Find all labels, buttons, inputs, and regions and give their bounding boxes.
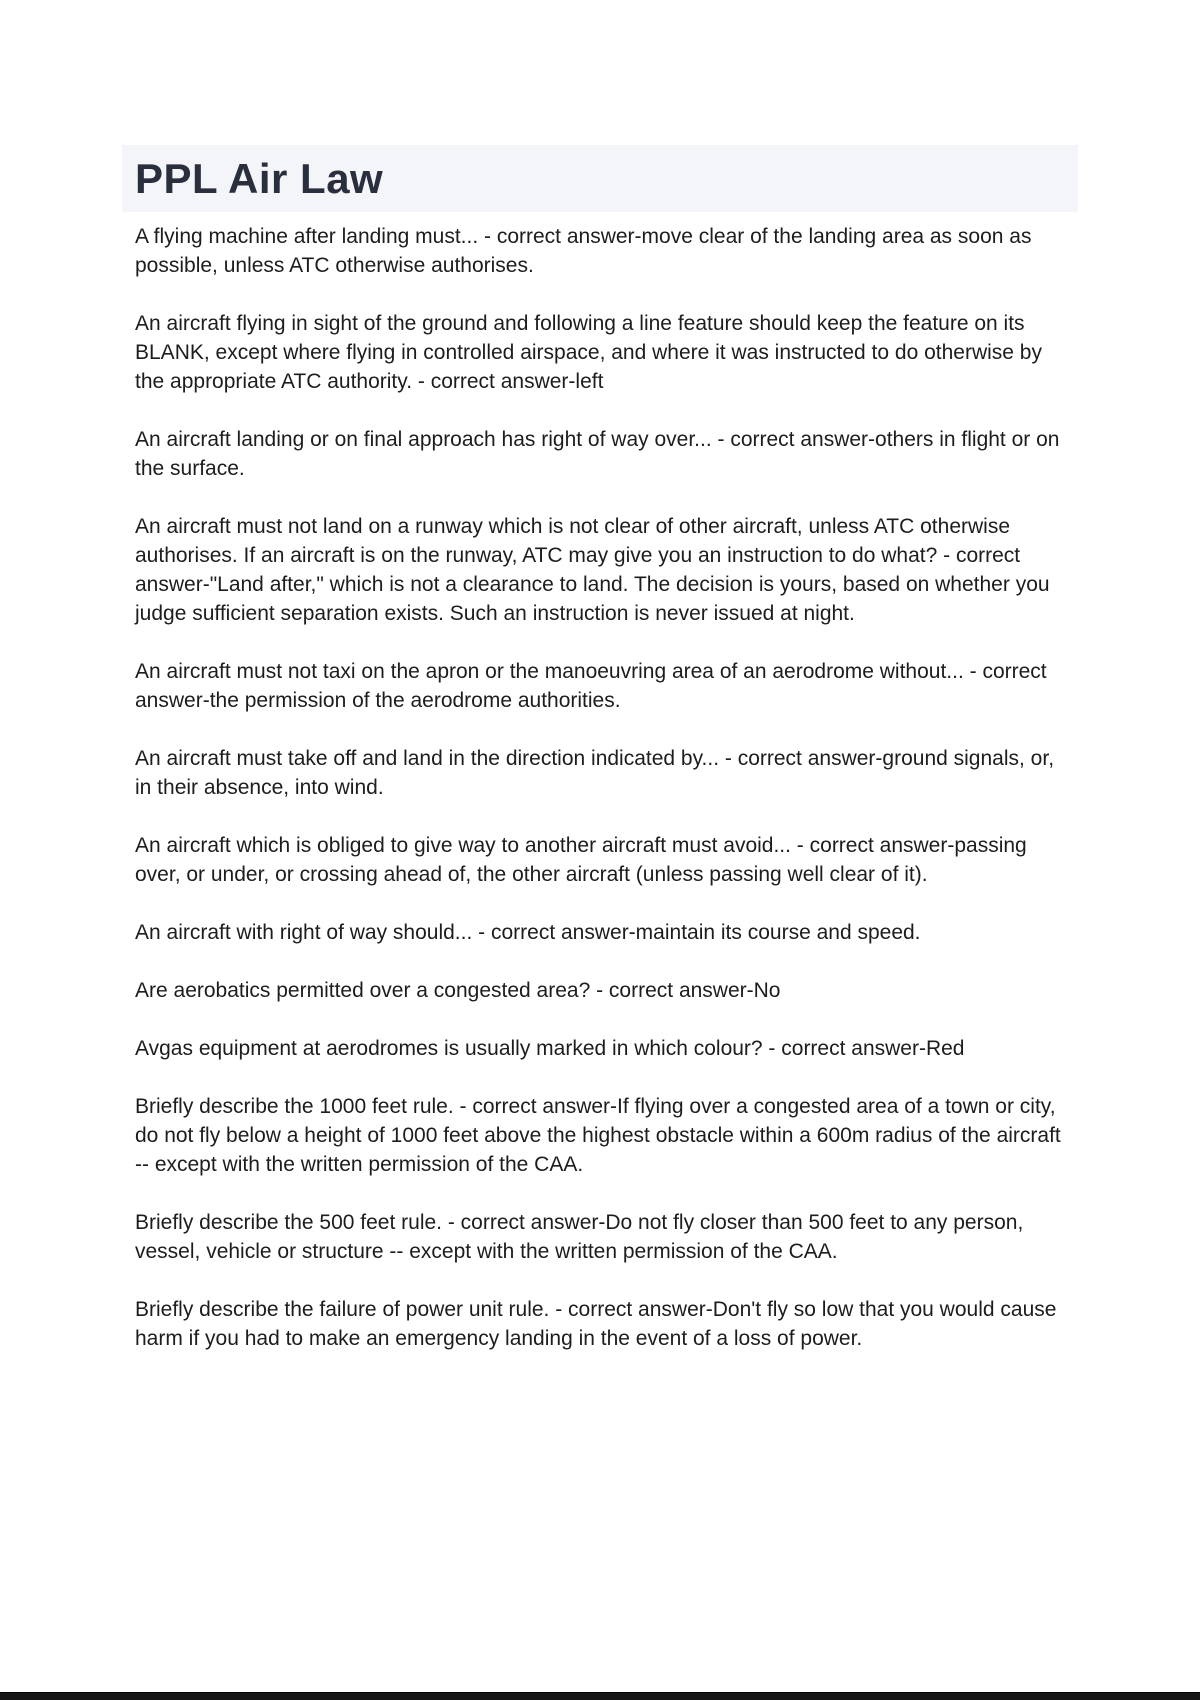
qa-paragraph: An aircraft which is obliged to give way to another aircraft must avoid... - correct answer-passing over, or under, or crossing ahead of, the other aircraft (unless passing well clear of it). (135, 834, 1027, 886)
qa-paragraph: Briefly describe the 500 feet rule. - correct answer-Do not fly closer than 500 feet to any person, vessel, vehicle or structure -- except with the written permission of the CAA. (135, 1211, 1024, 1263)
qa-paragraph: Are aerobatics permitted over a congested area? - correct answer-No (135, 979, 781, 1002)
qa-paragraph: An aircraft must not taxi on the apron or the manoeuvring area of an aerodrome without... - correct answer-the permission of the aerodrome authorities. (135, 660, 1047, 712)
title-banner (122, 145, 1078, 212)
qa-paragraph: An aircraft with right of way should... - correct answer-maintain its course and speed. (135, 921, 921, 944)
qa-paragraph: An aircraft landing or on final approach has right of way over... - correct answer-others in flight or on the surface. (135, 428, 1060, 480)
document-body (135, 222, 1070, 1382)
bottom-border-bar (0, 1692, 1200, 1700)
qa-paragraph: An aircraft must take off and land in the direction indicated by... - correct answer-ground signals, or, in their absence, into wind. (135, 747, 1055, 799)
qa-paragraph: An aircraft must not land on a runway which is not clear of other aircraft, unless ATC otherwise authorises. If an aircraft is on the runway, ATC may give you an instruction to do what? - correct answer-"Land after," which is not a clearance to land. The decision is yours, based on whether you judge sufficient separation exists. Such an instruction is never issued at night. (135, 515, 1050, 625)
qa-paragraph: An aircraft flying in sight of the ground and following a line feature should keep the feature on its BLANK, except where flying in controlled airspace, and where it was instructed to do otherwise by the appropriate ATC authority. - correct answer-left (135, 312, 1042, 393)
qa-paragraph: Avgas equipment at aerodromes is usually marked in which colour? - correct answer-Red (135, 1037, 965, 1060)
qa-paragraph: Briefly describe the failure of power unit rule. - correct answer-Don't fly so low that you would cause harm if you had to make an emergency landing in the event of a loss of power. (135, 1298, 1057, 1350)
qa-paragraph: Briefly describe the 1000 feet rule. - correct answer-If flying over a congested area of a town or city, do not fly below a height of 1000 feet above the highest obstacle within a 600m radius of the aircraft -- except with the written permission of the CAA. (135, 1095, 1061, 1176)
qa-paragraph: A flying machine after landing must... - correct answer-move clear of the landing area as soon as possible, unless ATC otherwise authorises. (135, 225, 1032, 277)
page-title: PPL Air Law (135, 154, 384, 202)
